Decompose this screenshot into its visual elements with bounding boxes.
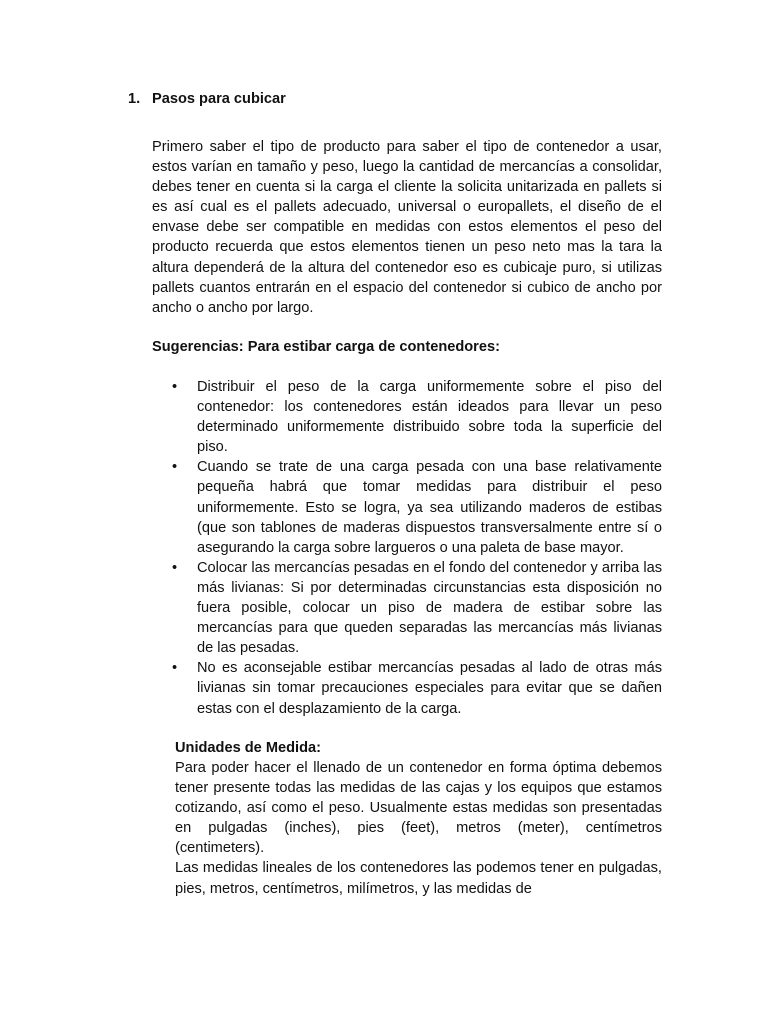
list-item: [172, 658, 662, 718]
bullet-icon: •: [172, 459, 178, 476]
units-paragraph-2: Las medidas lineales de los contenedores las podemos tener en pulgadas, pies, metros, centímetros, milímetros, y las medidas de: [175, 860, 662, 897]
intro-paragraph: Primero saber el tipo de producto para saber el tipo de contenedor a usar, estos varían en tamaño y peso, luego la cantidad de mercancías a consolidar, debes tener en cuenta si la carga el cliente la solicita unitarizada en pallets si es así cual es el pallets adecuado, universal o europallets, el diseño de el envase debe ser compatible en medidas con estos elementos el peso del producto recuerda que estos elementos tienen un peso neto mas la tara la altura dependerá de la altura del contenedor eso es cubicaje puro, si utilizas pallets cuantos entrarán en el espacio del contenedor si cubico de ancho por ancho o ancho por largo.: [152, 139, 662, 316]
section-title: Pasos para cubicar: [152, 91, 286, 107]
list-item-text: Cuando se trate de una carga pesada con una base relativamente pequeña habrá que tomar medidas para distribuir el peso uniformemente. Esto se logra, ya sea utilizando maderos de estibas (que son tablones de maderas dispuestos transversalmente entre sí o asegurando la carga sobre largueros o una paleta de base mayor.: [197, 459, 662, 556]
suggestions-heading: Sugerencias: Para estibar carga de contenedores:: [152, 339, 500, 355]
bullet-icon: •: [172, 559, 178, 576]
section-number: 1.: [128, 91, 141, 107]
bullet-icon: •: [172, 379, 178, 395]
units-paragraph-1: Para poder hacer el llenado de un contenedor en forma óptima debemos tener presente todas las medidas de las cajas y los equipos que estamos cotizando, así como el peso. Usualmente estas medidas son presentadas en pulgadas (inches), pies (feet), metros (meter), centímetros (centimeters).: [175, 760, 662, 857]
list-item: [172, 558, 662, 658]
section-heading: [128, 89, 286, 109]
list-item-text: No es aconsejable estibar mercancías pesadas al lado de otras más livianas sin tomar precauciones especiales para evitar que se dañen estas con el desplazamiento de la carga.: [197, 660, 662, 717]
list-item-text: Colocar las mercancías pesadas en el fondo del contenedor y arriba las más livianas: Si por determinadas circunstancias esta disposición no fuera posible, colocar un piso de madera de estibar sobre las mercancías para que queden separadas las mercancías más livianas de las pesadas.: [197, 559, 662, 657]
units-heading: Unidades de Medida:: [175, 740, 321, 756]
list-item: [172, 377, 662, 457]
suggestions-list: [172, 377, 662, 719]
list-item-text: Distribuir el peso de la carga uniformemente sobre el piso del contenedor: los contenedores están ideados para llevar un peso determinado uniformemente distribuido sobre toda la superficie del piso.: [197, 379, 662, 456]
list-item: [172, 457, 662, 557]
units-section-body: [175, 758, 662, 899]
bullet-icon: •: [172, 660, 178, 677]
